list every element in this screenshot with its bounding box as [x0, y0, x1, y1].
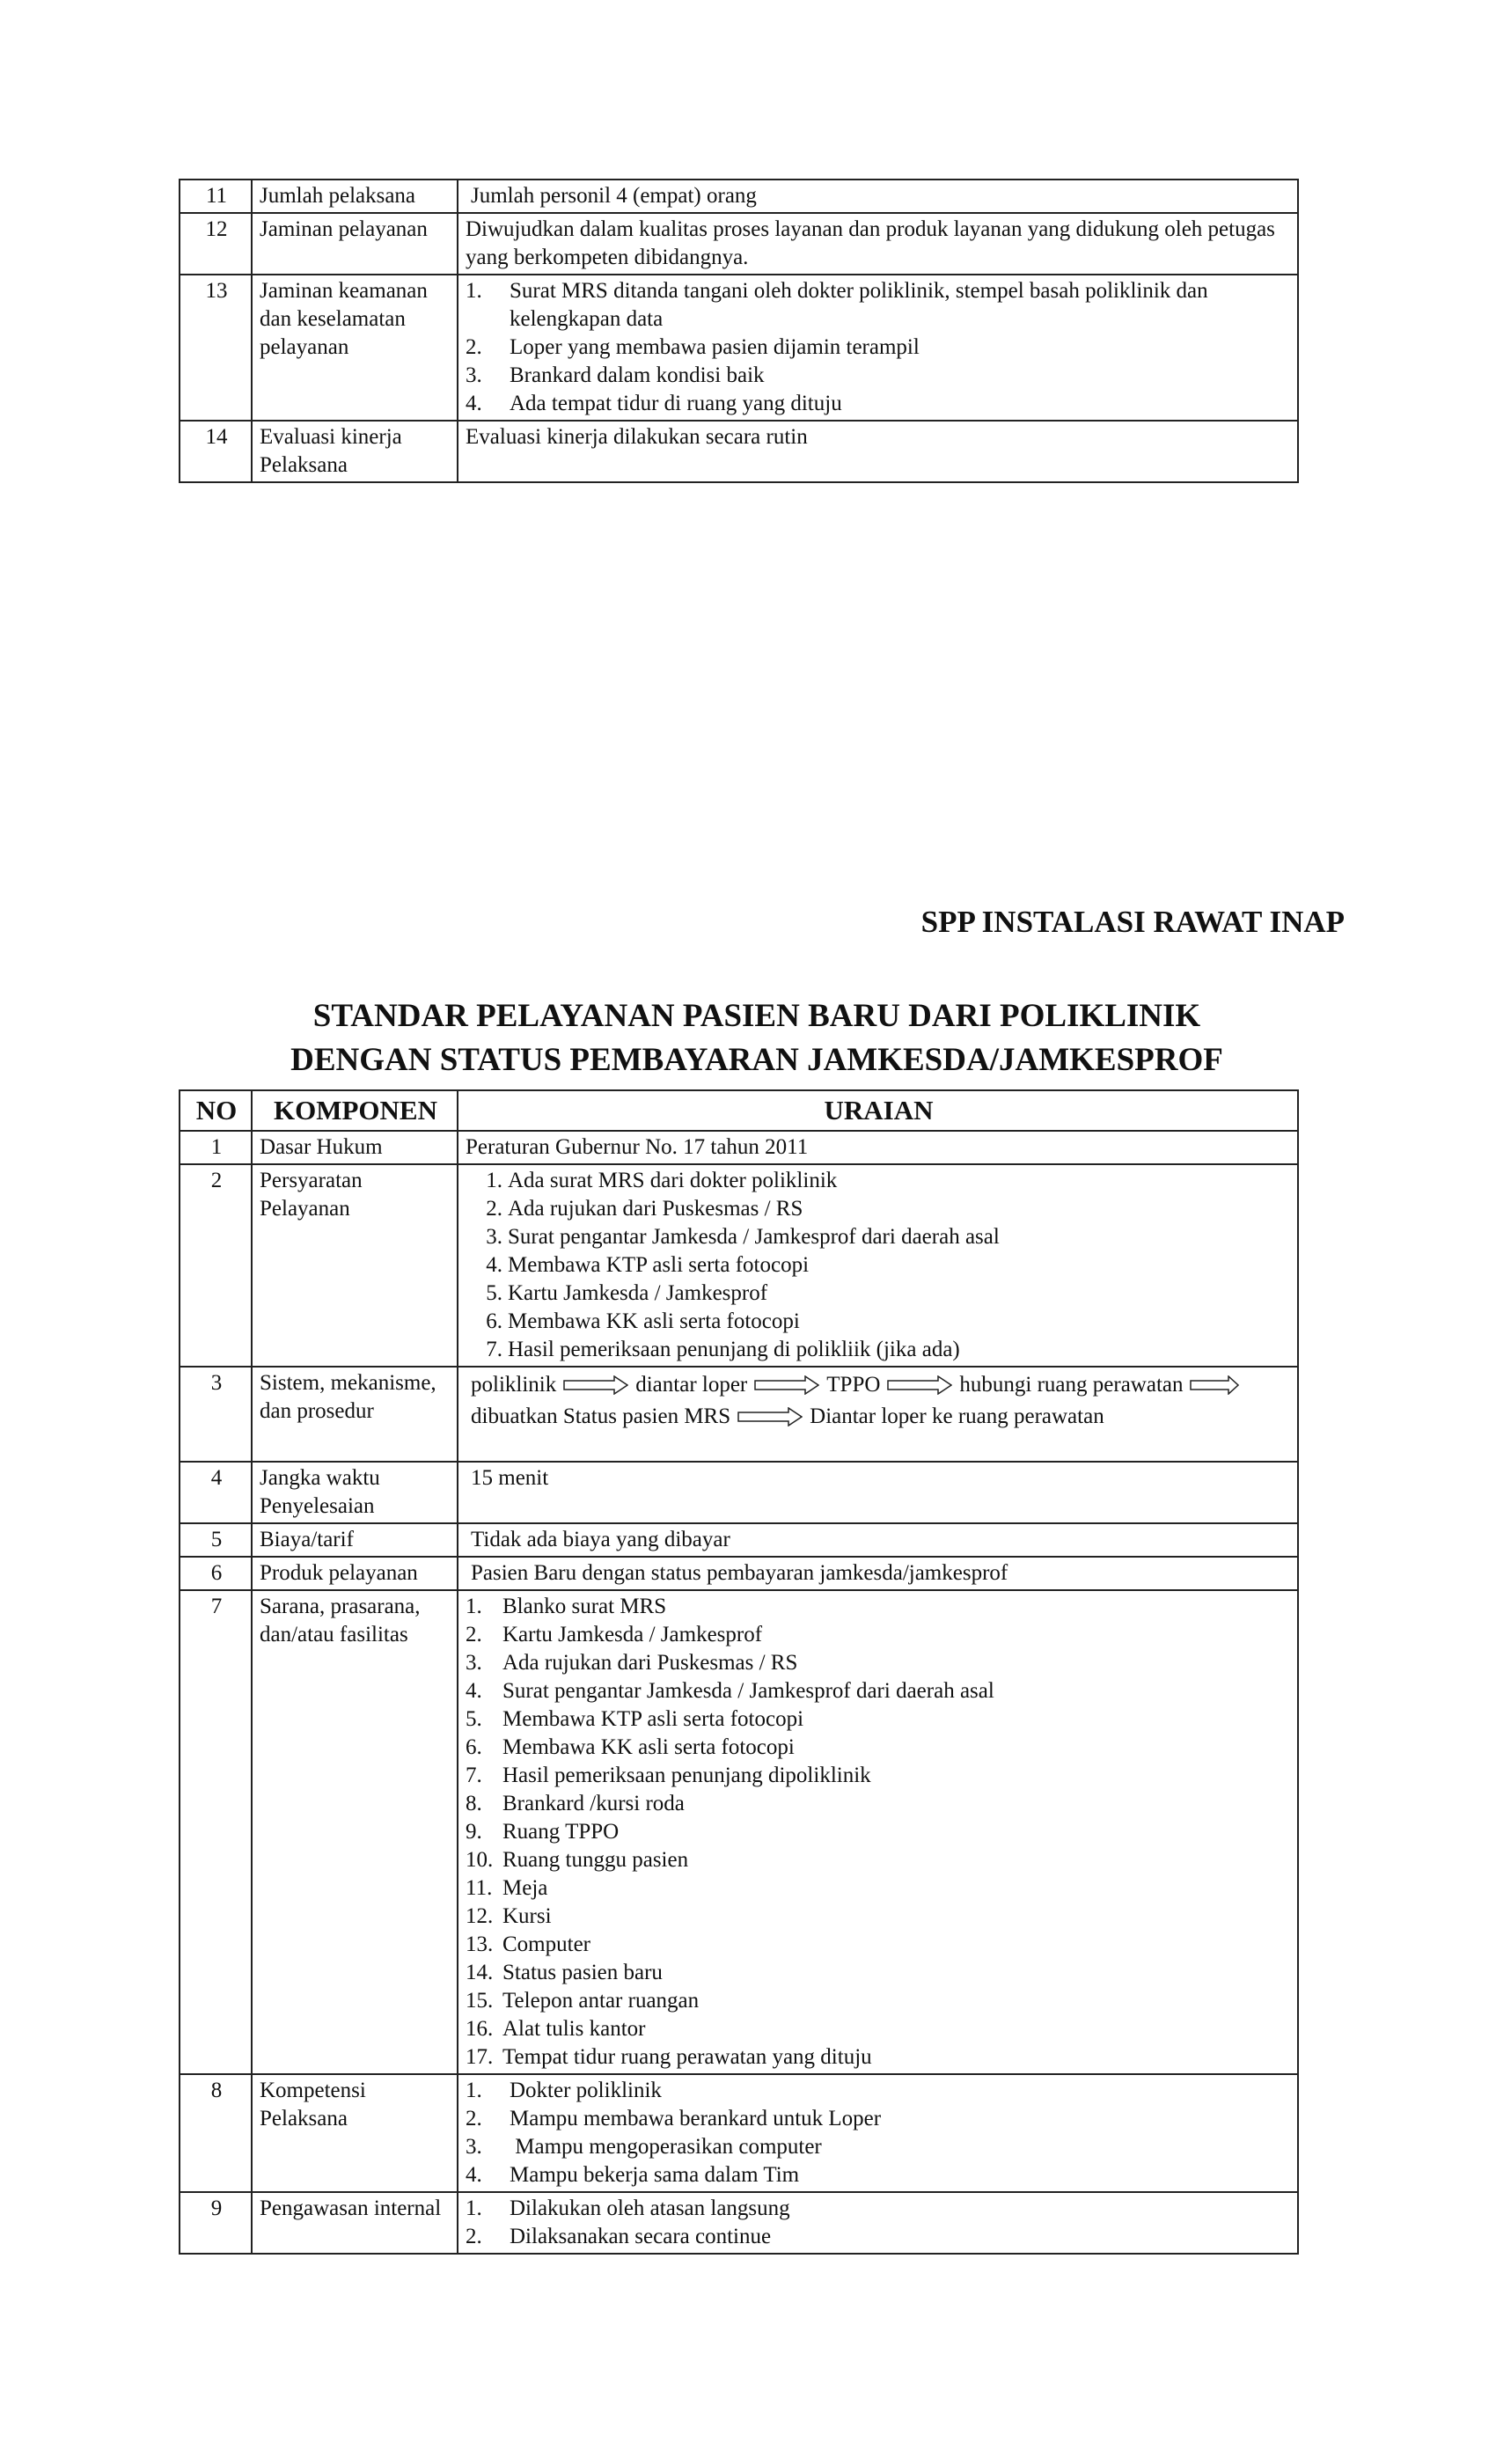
flow-step: dibuatkan Status pasien MRS [471, 1404, 731, 1428]
list-item: 1. Surat MRS ditanda tangani oleh dokter poliklinik, stempel basah poliklinik dan kelengkapan data [466, 279, 1208, 331]
page-title [176, 994, 1338, 1082]
list-item: 1. Dokter poliklinik [466, 2079, 662, 2102]
list-item: 6. Membawa KK asli serta fotocopi [486, 1309, 800, 1333]
flow-step: diantar loper [635, 1373, 748, 1397]
requirements-list [466, 1167, 1292, 1364]
row-number: 3 [180, 1367, 252, 1462]
list-item: 1. Blanko surat MRS [466, 1595, 667, 1618]
header-description: URAIAN [458, 1090, 1298, 1131]
list-item: 5. Kartu Jamkesda / Jamkesprof [486, 1281, 768, 1305]
list-item: 1. Dilakukan oleh atasan langsung [466, 2196, 790, 2220]
row-component: Pengawasan internal [252, 2192, 458, 2254]
table-row [180, 1523, 1298, 1557]
list-item: 2. Loper yang membawa pasien dijamin terampil [466, 335, 920, 359]
row-component: Kompetensi Pelaksana [252, 2074, 458, 2192]
list-item: 4. Mampu bekerja sama dalam Tim [466, 2163, 800, 2187]
list-item: 2. Ada rujukan dari Puskesmas / RS [486, 1197, 803, 1221]
row-component: Sistem, mekanisme, dan prosedur [252, 1367, 458, 1462]
title-line-1: STANDAR PELAYANAN PASIEN BARU DARI POLIKLINIK [312, 998, 1201, 1034]
row-number: 9 [180, 2192, 252, 2254]
row-description [458, 2192, 1298, 2254]
list-item: 13. Computer [466, 1932, 590, 1956]
row-component: Dasar Hukum [252, 1131, 458, 1164]
list-item: 4. Surat pengantar Jamkesda / Jamkesprof dari daerah asal [466, 1679, 994, 1703]
table-row [180, 1462, 1298, 1523]
row-number: 12 [180, 213, 252, 275]
right-arrow-icon [754, 1375, 819, 1395]
row-description [458, 1590, 1298, 2074]
row-number: 7 [180, 1590, 252, 2074]
row-number: 14 [180, 421, 252, 482]
row-description: Jumlah personil 4 (empat) orang [458, 180, 1298, 213]
row-component: Jangka waktu Penyelesaian [252, 1462, 458, 1523]
competence-list [466, 2077, 1292, 2189]
flow-step: poliklinik [471, 1373, 557, 1397]
table-row [180, 1590, 1298, 2074]
row-description: Pasien Baru dengan status pembayaran jamkesda/jamkesprof [458, 1557, 1298, 1590]
list-item: 5. Membawa KTP asli serta fotocopi [466, 1707, 804, 1731]
flow-step: Diantar loper ke ruang perawatan [810, 1404, 1104, 1428]
guarantee-list [466, 277, 1292, 418]
table-row [180, 421, 1298, 482]
list-item: 2. Kartu Jamkesda / Jamkesprof [466, 1623, 763, 1646]
row-component: Jaminan pelayanan [252, 213, 458, 275]
list-item: 3. Mampu mengoperasikan computer [466, 2135, 822, 2159]
list-item: 11. Meja [466, 1876, 548, 1900]
list-item: 7. Hasil pemeriksaan penunjang dipoliklinik [466, 1764, 871, 1787]
list-item: 8. Brankard /kursi roda [466, 1792, 685, 1815]
flow-step: hubungi ruang perawatan [959, 1373, 1184, 1397]
list-item: 1. Ada surat MRS dari dokter poliklinik [486, 1169, 838, 1192]
right-arrow-icon [1190, 1375, 1239, 1395]
flow-line-1 [471, 1369, 1292, 1401]
table-row [180, 180, 1298, 213]
title-line-2: DENGAN STATUS PEMBAYARAN JAMKESDA/JAMKESPROF [290, 1042, 1223, 1078]
section-heading: SPP INSTALASI RAWAT INAP [920, 905, 1345, 939]
header-no: NO [180, 1090, 252, 1131]
procedure-flow [458, 1367, 1298, 1462]
list-item: 16. Alat tulis kantor [466, 2017, 646, 2041]
continuation-table [179, 179, 1299, 483]
list-item: 14. Status pasien baru [466, 1961, 663, 1984]
table-row [180, 1557, 1298, 1590]
row-number: 11 [180, 180, 252, 213]
row-component: Jumlah pelaksana [252, 180, 458, 213]
flow-line-2 [471, 1401, 1292, 1433]
header-row [180, 1090, 1298, 1131]
list-item: 9. Ruang TPPO [466, 1820, 620, 1844]
service-standard-table [179, 1089, 1299, 2255]
table-row [180, 1164, 1298, 1367]
row-description: 15 menit [458, 1462, 1298, 1523]
table-row [180, 275, 1298, 421]
list-item: 3. Ada rujukan dari Puskesmas / RS [466, 1651, 798, 1675]
row-component: Evaluasi kinerja Pelaksana [252, 421, 458, 482]
table-row [180, 1131, 1298, 1164]
row-component: Sarana, prasarana, dan/atau fasilitas [252, 1590, 458, 2074]
list-item: 2. Dilaksanakan secara continue [466, 2225, 772, 2248]
list-item: 2. Mampu membawa berankard untuk Loper [466, 2107, 882, 2130]
list-item: 10. Ruang tunggu pasien [466, 1848, 689, 1872]
row-number: 8 [180, 2074, 252, 2192]
list-item: 7. Hasil pemeriksaan penunjang di polikliik (jika ada) [486, 1338, 960, 1361]
table-row [180, 2074, 1298, 2192]
list-item: 4. Ada tempat tidur di ruang yang dituju [466, 392, 842, 415]
row-component: Persyaratan Pelayanan [252, 1164, 458, 1367]
list-item: 6. Membawa KK asli serta fotocopi [466, 1735, 795, 1759]
header-component: KOMPONEN [252, 1090, 458, 1131]
row-description: Diwujudkan dalam kualitas proses layanan dan produk layanan yang didukung oleh petugas yang berkompeten dibidangnya. [458, 213, 1298, 275]
list-item: 3. Surat pengantar Jamkesda / Jamkesprof dari daerah asal [486, 1225, 1000, 1249]
row-description [458, 1164, 1298, 1367]
facilities-list [466, 1593, 1292, 2072]
right-arrow-icon [887, 1375, 952, 1395]
flow-step: TPPO [826, 1373, 881, 1397]
list-item: 3. Brankard dalam kondisi baik [466, 363, 765, 387]
table-row [180, 213, 1298, 275]
right-arrow-icon [737, 1407, 803, 1426]
row-number: 13 [180, 275, 252, 421]
list-item: 12. Kursi [466, 1904, 552, 1928]
row-number: 2 [180, 1164, 252, 1367]
row-component: Jaminan keamanan dan keselamatan pelayanan [252, 275, 458, 421]
supervision-list [466, 2195, 1292, 2251]
row-component: Produk pelayanan [252, 1557, 458, 1590]
table-row [180, 1367, 1298, 1462]
row-number: 4 [180, 1462, 252, 1523]
table-row [180, 2192, 1298, 2254]
row-number: 6 [180, 1557, 252, 1590]
right-arrow-icon [563, 1375, 628, 1395]
list-item: 17. Tempat tidur ruang perawatan yang dituju [466, 2045, 872, 2069]
list-item: 15. Telepon antar ruangan [466, 1989, 700, 2013]
row-description: Peraturan Gubernur No. 17 tahun 2011 [458, 1131, 1298, 1164]
row-description [458, 2074, 1298, 2192]
list-item: 4. Membawa KTP asli serta fotocopi [486, 1253, 810, 1277]
row-number: 1 [180, 1131, 252, 1164]
row-description: Tidak ada biaya yang dibayar [458, 1523, 1298, 1557]
row-component: Biaya/tarif [252, 1523, 458, 1557]
row-number: 5 [180, 1523, 252, 1557]
row-description [458, 275, 1298, 421]
row-description: Evaluasi kinerja dilakukan secara rutin [458, 421, 1298, 482]
